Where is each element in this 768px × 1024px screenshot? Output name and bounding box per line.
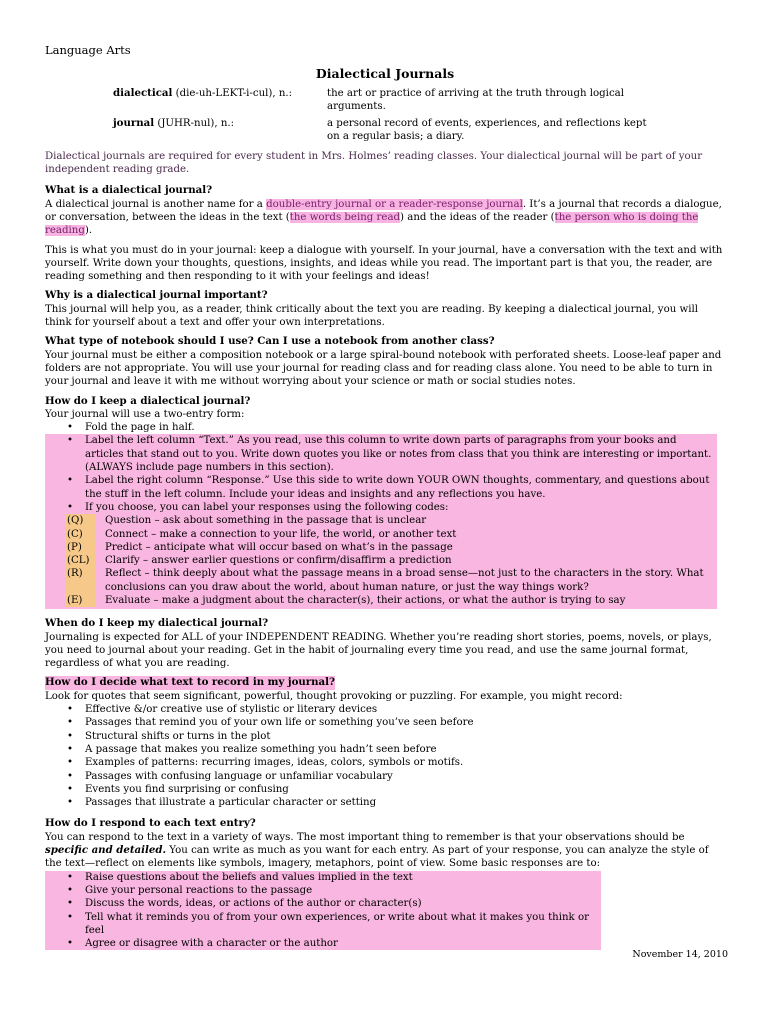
code-description: Evaluate – make a judgment about the character(s), their actions, or what the author is trying to say (105, 594, 626, 606)
definition-meaning: the art or practice of arriving at the truth through logical arguments. (327, 87, 624, 112)
definition-meaning: a personal record of events, experiences, and reflections kept on a regular basis; a diary. (327, 118, 647, 143)
code-row (65, 594, 717, 607)
list-item: • Tell what it reminds you of from your own experiences, or write about what it makes you think or feel (67, 911, 601, 938)
section-heading: What is a dialectical journal? (45, 184, 213, 197)
highlighted-text: double-entry journal or a reader-response journal (266, 198, 523, 210)
list-item: • If you choose, you can label your responses using the following codes: (67, 501, 717, 514)
paragraph: Look for quotes that seem significant, powerful, thought provoking or puzzling. For example, you might record: (45, 690, 623, 702)
course-label: Language Arts (45, 43, 131, 57)
code-description: Reflect – think deeply about what the passage means in a broad sense—not just to the characters in the story. What conclusions can you draw about the world, about human nature, or just the way things work? (105, 568, 704, 593)
highlighted-text: the words being read (289, 211, 401, 223)
bullet-list (45, 871, 601, 951)
bullet-list (45, 703, 725, 809)
paragraph: You can respond to the text in a variety of ways. The most important thing to remember is that your observations should be specific and detailed. You can write as much as you want for each entry. As part of your response, you can analyze the style of the text—reflect on elements like symbols, imagery, metaphors, point of view. Some basic responses are to: (45, 831, 709, 870)
footer-date: November 14, 2010 (632, 949, 728, 960)
code-row (65, 514, 717, 527)
section-heading: Why is a dialectical journal important? (45, 289, 268, 302)
highlighted-block (45, 434, 717, 609)
code-description: Question – ask about something in the passage that is unclear (105, 515, 427, 527)
section-heading: How do I keep a dialectical journal? (45, 394, 251, 407)
code-row (65, 541, 717, 554)
page-title: Dialectical Journals (315, 66, 455, 82)
bullet-list (45, 421, 725, 434)
code-description: Clarify – answer earlier questions or confirm/disaffirm a prediction (105, 555, 452, 567)
bullet-list (45, 434, 717, 514)
list-item: • Events you find surprising or confusing (67, 783, 725, 796)
code-tag: (E) (65, 594, 95, 607)
list-item: • Label the right column “Response.” Use this side to write down YOUR OWN thoughts, commentary, and questions about the stuff in the left column. Include your ideas and insights and any reflections you have. (67, 474, 717, 501)
list-item: • Passages that illustrate a particular character or setting (67, 796, 725, 809)
code-tag: (Q) (65, 514, 95, 527)
paragraph: This journal will help you, as a reader, think critically about the text you are reading. By keeping a dialectical journal, you will think for yourself about a text and offer your own interpretations. (45, 303, 698, 329)
response-codes (45, 514, 717, 607)
list-item: • Discuss the words, ideas, or actions of the author or character(s) (67, 897, 601, 910)
list-item: • Fold the page in half. (67, 421, 725, 434)
definition-row (113, 87, 725, 114)
definition-row (113, 117, 725, 144)
section-heading: What type of notebook should I use? Can I use a notebook from another class? (45, 335, 495, 348)
list-item: • Give your personal reactions to the passage (67, 884, 601, 897)
document-page (45, 44, 725, 950)
list-item: • A passage that makes you realize something you hadn’t seen before (67, 743, 725, 756)
code-tag: (R) (65, 567, 95, 594)
highlighted-text: the person who is doing the reading (45, 211, 699, 237)
paragraph: A dialectical journal is another name for a double-entry journal or a reader-response journal. It’s a journal that records a dialogue, or conversation, between the ideas in the text (the words being read) and the ideas of the reader (the person who is doing the reading). (45, 198, 722, 237)
definition-term: dialectical (die-uh-LEKT-i-cul), n.: (113, 86, 293, 99)
code-row (65, 567, 717, 594)
code-description: Predict – anticipate what will occur based on what’s in the passage (105, 541, 453, 553)
paragraph: Your journal will use a two-entry form: (45, 408, 245, 420)
section-heading: How do I respond to each text entry? (45, 817, 256, 830)
list-item: • Effective &/or creative use of stylistic or literary devices (67, 703, 725, 716)
code-row (65, 528, 717, 541)
list-item: • Passages with confusing language or unfamiliar vocabulary (67, 770, 725, 783)
code-tag: (C) (65, 528, 95, 541)
list-item: • Label the left column “Text.” As you read, use this column to write down parts of paragraphs from your books and articles that stand out to you. Write down quotes you like or notes from class that you think are interesting or important. (ALWAYS include page numbers in this section). (67, 434, 717, 474)
paragraph: Journaling is expected for ALL of your INDEPENDENT READING. Whether you’re reading short stories, poems, novels, or plays, you need to journal about your reading. Get in the habit of journaling every time you read, and use the same journal format, regardless of what you are reading. (45, 631, 712, 670)
code-tag: (CL) (65, 554, 95, 567)
list-item: • Structural shifts or turns in the plot (67, 730, 725, 743)
list-item: • Passages that remind you of your own life or something you’ve seen before (67, 716, 725, 729)
highlighted-block (45, 871, 601, 951)
definition-term: journal (JUHR-nul), n.: (113, 117, 235, 130)
code-tag: (P) (65, 541, 95, 554)
list-item: • Raise questions about the beliefs and values implied in the text (67, 871, 601, 884)
emphasis-text: specific and detailed. (45, 844, 167, 857)
list-item: • Examples of patterns: recurring images, ideas, colors, symbols or motifs. (67, 756, 725, 769)
paragraph: This is what you must do in your journal: keep a dialogue with yourself. In your journal, have a conversation with the text and with yourself. Write down your thoughts, questions, insights, and ideas while you read. The important part is that you, the reader, are reading something and then responding to it with your feelings and ideas! (45, 244, 723, 283)
intro-paragraph: Dialectical journals are required for every student in Mrs. Holmes’ reading classes. Your dialectical journal will be part of your independent reading grade. (45, 150, 703, 176)
code-description: Connect – make a connection to your life, the world, or another text (105, 528, 457, 540)
paragraph: Your journal must be either a composition notebook or a large spiral-bound notebook with perforated sheets. Loose-leaf paper and folders are not appropriate. You will use your journal for reading class and for reading class alone. You need to be able to turn in your journal and leave it with me without worrying about your science or math or social studies notes. (45, 349, 722, 388)
list-item: • Agree or disagree with a character or the author (67, 937, 601, 950)
code-row (65, 554, 717, 567)
section-heading: When do I keep my dialectical journal? (45, 617, 269, 630)
section-heading: How do I decide what text to record in my journal? (45, 676, 335, 689)
